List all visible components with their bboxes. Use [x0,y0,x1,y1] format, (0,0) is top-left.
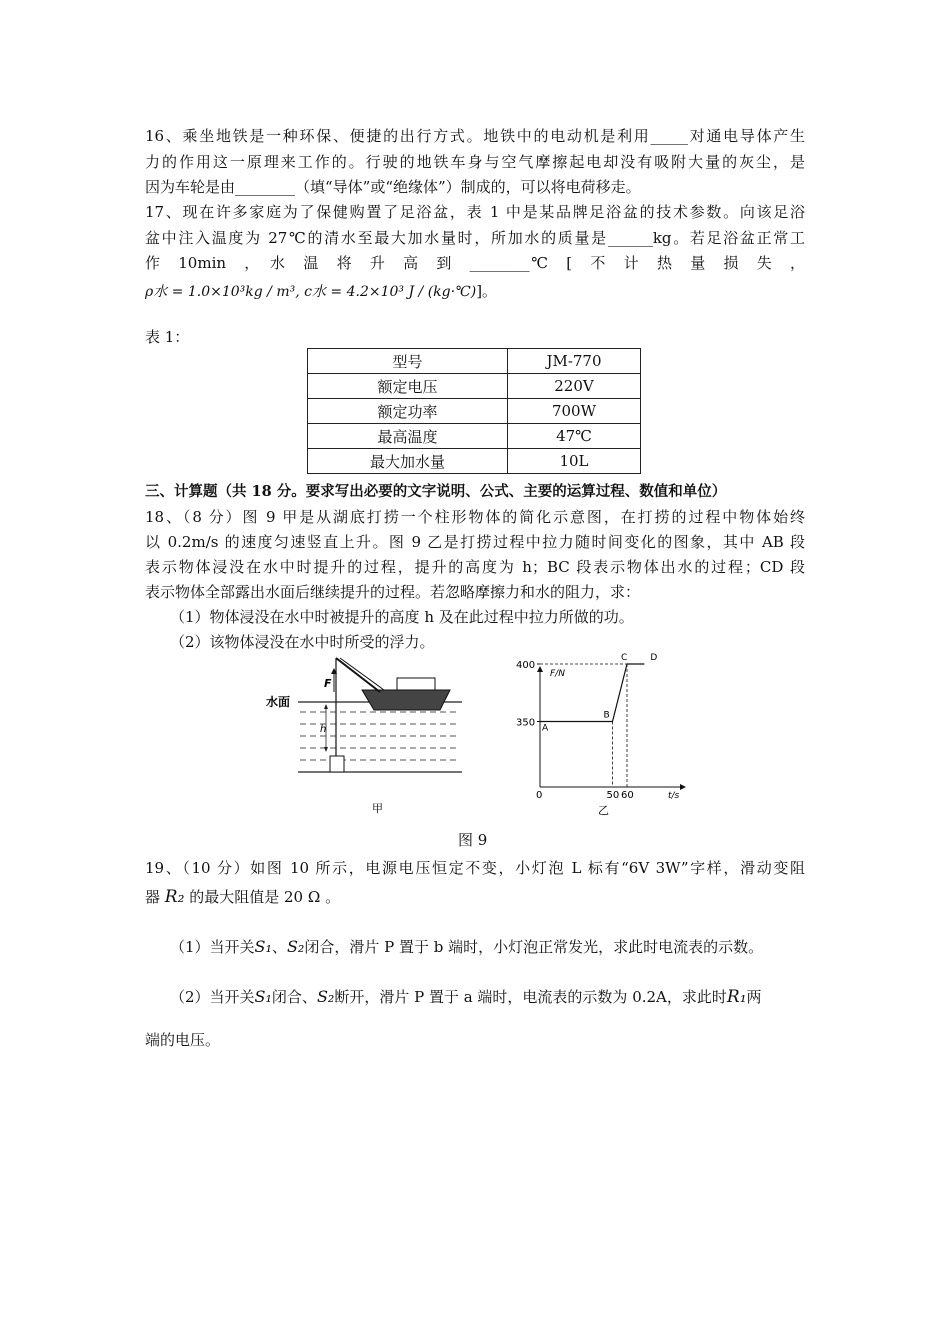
y-axis-arrow [537,666,543,672]
r2-symbol: R₂ [164,887,185,907]
q18-sub-2: （2）该物体浸没在水中时所受的浮力。 [170,633,435,651]
q19-line-1: 19、（10 分）如图 10 所示，电源电压恒定不变，小灯泡 L 标有“6V 3W”字样，滑动变阻 [145,859,805,877]
q18-line-3: 表示物体浸没在水中时提升的过程，提升的高度为 h；BC 段表示物体出水的过程；CD 段 [145,558,805,576]
point-label-D: D [650,653,658,663]
q19-sub2-closed: 闭合、 [271,988,317,1006]
table-row [308,449,641,474]
s2-symbol-2: S₂ [316,987,335,1006]
q17-line-2: 盆中注入温度为 27℃的清水至最大加水量时，所加水的质量是______kg。若足浴盆正常工 [145,229,805,247]
s2-symbol: S₂ [286,937,305,956]
x-tick-label: 50 [606,790,620,801]
submerged-object [330,756,344,772]
q19-text-max-r: 的最大阻值是 20 [189,888,304,906]
s1-symbol: S₁ [254,937,272,956]
q17-line-1: 17、现在许多家庭为了保健购置了足浴盆，表 1 中是某品牌足浴盆的技术参数。向该足浴 [145,203,805,221]
table-row [308,349,641,374]
crane-brace [340,658,384,690]
q19-sub1-sep: 、 [271,938,287,956]
boat-cabin [397,678,435,690]
table-row [308,374,641,399]
spec-table [307,348,641,474]
q19-sub1-lead: （1）当开关 [170,938,255,956]
q19-sub2-rest: 断开，滑片 P 置于 a 端时，电流表的示数为 0.2A，求此时 [334,988,727,1006]
figure-9-salvage-diagram [262,652,467,822]
table-cell-value: JM-770 [508,349,641,374]
q19-sub2-tail: 两 [746,988,762,1006]
q18-sub-1: （1）物体浸没在水中时被提升的高度 h 及在此过程中拉力所做的功。 [170,608,634,626]
q19-text-qi: 器 [145,888,161,906]
q18-line-4: 表示物体全部露出水面后继续提升的过程。若忽略摩擦力和水的阻力，求： [145,583,641,601]
x-tick-label: 60 [621,790,634,801]
table-row [308,399,641,424]
y-axis-label: F/N [550,669,565,679]
q19-sub-2 [170,985,762,1009]
boat-hull [362,690,450,710]
q19-sub-1 [170,935,763,959]
q18-line-2: 以 0.2m/s 的速度匀速竖直上升。图 9 乙是打捞过程中拉力随时间变化的图象，其中 AB 段 [145,533,805,551]
table-cell-param: 型号 [308,349,508,374]
q17-line-3: 作 10min ， 水 温 将 升 高 到 ________℃ [ 不 计 热 量 损 失 ， [145,254,805,272]
table-caption: 表 1： [145,328,190,346]
point-label-C: C [621,653,628,663]
q19-line-2 [145,885,340,909]
crane-boom [336,658,380,692]
x-axis-arrow [680,784,686,790]
q19-last-line: 端的电压。 [145,1031,221,1049]
q19-sub1-rest: 闭合，滑片 P 置于 b 端时，小灯泡正常发光，求此时电流表的示数。 [304,938,764,956]
r1-symbol: R₁ [726,987,747,1007]
q19-text-end: 。 [325,888,341,906]
y-tick-label: 350 [516,717,536,729]
figure-label-yi: 乙 [598,804,609,817]
q16-line-1: 16、乘坐地铁是一种环保、便捷的出行方式。地铁中的电动机是利用_____对通电导体产生 [145,127,805,145]
q17-formula-end: ]。 [476,282,498,300]
table-cell-param: 额定功率 [308,399,508,424]
table-cell-param: 额定电压 [308,374,508,399]
q16-line-3: 因为车轮是由________（填“导体”或“绝缘体”）制成的，可以将电荷移走。 [145,178,641,196]
table-cell-value: 700W [508,399,641,424]
water-surface-label: 水面 [266,695,291,709]
ohm-symbol: Ω [307,888,321,906]
figure-label-jia: 甲 [372,802,383,815]
figure-9-caption: 图 9 [458,831,488,849]
x-tick-0: 0 [536,790,543,801]
table-row [308,424,641,449]
table-cell-param: 最高温度 [308,424,508,449]
table-cell-value: 10L [508,449,641,474]
table-cell-param: 最大加水量 [308,449,508,474]
q17-formula: ρ水 = 1.0×10³kg / m³, c水 = 4.2×10³ J / (kg·℃) [145,284,477,300]
water-dashes [300,712,460,760]
x-axis-label: t/s [668,791,680,801]
q16-line-2: 力的作用这一原理来工作的。行驶的地铁车身与空气摩擦起电却没有吸附大量的灰尘，是 [145,153,805,171]
s1-symbol-2: S₁ [254,987,272,1006]
section-3-heading: 三、计算题（共 18 分。要求写出必要的文字说明、公式、主要的运算过程、数值和单位） [145,483,727,500]
height-label: h [320,724,327,735]
q19-sub2-lead: （2）当开关 [170,988,255,1006]
q18-line-1: 18、（8 分）图 9 甲是从湖底打捞一个柱形物体的简化示意图，在打捞的过程中物体始终 [145,508,805,526]
table-cell-value: 47℃ [508,424,641,449]
force-label: F [324,677,332,690]
figure-9-force-time-chart [510,653,695,820]
table-cell-value: 220V [508,374,641,399]
point-label-A: A [542,723,549,734]
y-tick-label: 400 [516,660,536,671]
q17-formula-line [145,279,497,304]
point-label-B: B [603,710,610,721]
